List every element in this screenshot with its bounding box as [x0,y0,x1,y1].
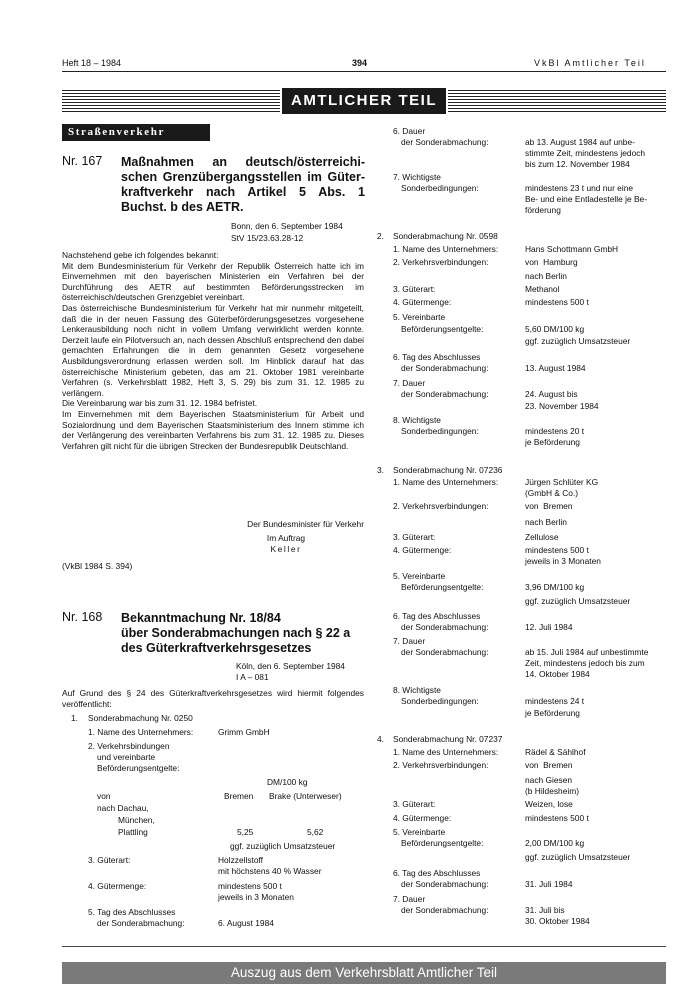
field-value: nach Berlin [525,271,567,281]
field-value: mindestens 23 t und nur eine [525,183,634,193]
field-label: 6. Dauer [393,126,426,136]
field-label: 4. Gütermenge: [393,813,452,823]
field-label: Beförderungsentgelte: [401,582,484,592]
field-label: 8. Wichtigste [393,685,441,695]
field-value: ab 13. August 1984 auf unbe- [525,137,635,147]
field-label: und vereinbarte [97,752,156,762]
field-label: der Sonderabmachung: [401,905,489,915]
field-value: ggf. zuzüglich Umsatzsteuer [525,336,631,346]
field-label: 6. Tag des Abschlusses [393,352,481,362]
field-label: Sonderbedingungen: [401,183,479,193]
field-label: 3. Güterart: [393,532,436,542]
title-line: schen Grenzübergangsstellen im Güter- [121,170,365,184]
issue-label: Heft 18 – 1984 [62,58,122,68]
field-label: 5. Tag des Abschlusses [88,907,176,917]
banner-stripes-right [448,90,666,114]
field-value: 6. August 1984 [218,918,274,928]
item-heading: Sonderabmachung Nr. 07236 [393,465,503,475]
field-value: jeweils in 3 Monaten [525,556,601,566]
field-value: 14. Oktober 1984 [525,669,590,679]
item-number: 3. [377,465,384,475]
item-heading: Sonderabmachung Nr. 0598 [393,231,498,241]
field-value: Zeit, mindestens jedoch bis zum [525,658,645,668]
field-value: von Hamburg [525,257,578,267]
item-number: 2. [377,231,384,241]
tax-note: ggf. zuzüglich Umsatzsteuer [230,841,336,851]
field-value: stimmte Zeit, mindestens jedoch [525,148,646,158]
field-label: 7. Dauer [393,636,426,646]
paragraph: Im Einvernehmen mit dem Bayerischen Staatsministerium für Arbeit und Sozialordnung und dem Bayerischen Staatsministerium des Innern stimme ich der Verlängerung des vereinbarten Verfahrens bis zum 31. 12. 1985 zu. Dieses Verfahren gilt nicht für die übrigen Strecken der Bundesrepublik Deutschland. [62,408,364,451]
field-value: je Beförderung [525,437,580,447]
title-line: Maßnahmen an deutsch/österreichi- [121,155,365,169]
notice-date: Köln, den 6. September 1984 [236,661,345,671]
section-banner: AMTLICHER TEIL [282,88,446,114]
field-value: Hans Schottmann GmbH [525,244,619,254]
field-value: mindestens 500 t [218,881,282,891]
notice-intro: Auf Grund des § 24 des Güterkraftverkehrsgesetzes wird hiermit folgendes veröffentlicht: [62,688,364,709]
field-label: 4. Gütermenge: [393,297,452,307]
field-value: mindestens 24 t [525,696,585,706]
field-value: 24. August bis [525,389,578,399]
title-line: kraftverkehr nach Artikel 5 Abs. 1 [121,185,365,199]
notice-number: Nr. 168 [62,610,103,624]
field-value: Holzzellstoff [218,855,263,865]
field-label: Beförderungsentgelte: [97,763,180,773]
field-label: der Sonderabmachung: [401,363,489,373]
notice-reference: I A – 081 [236,672,269,682]
title-line: über Sonderabmachungen nach § 22 a [121,626,351,640]
item-number: 4. [377,734,384,744]
field-value: ab 15. Juli 1984 auf unbestimmte [525,647,649,657]
field-label: 1. Name des Unternehmers: [88,727,194,737]
notice-reference: StV 15/23.63.28-12 [231,233,304,243]
title-line: Buchst. b des AETR. [121,200,244,214]
journal-title: VkBl Amtlicher Teil [534,58,646,68]
field-value: (b Hildesheim) [525,786,579,796]
field-label: Beförderungsentgelte: [401,324,484,334]
field-label: 8. Wichtigste [393,415,441,425]
notice-number: Nr. 167 [62,154,103,168]
field-label: 4. Gütermenge: [393,545,452,555]
field-value: 12. Juli 1984 [525,622,573,632]
field-label: 2. Verkehrsverbindungen: [393,501,489,511]
field-value: 31. Juli bis [525,905,565,915]
notice-title [121,155,365,215]
field-value: mindestens 20 t [525,426,585,436]
field-value: 3,96 DM/100 kg [525,582,585,592]
field-label: der Sonderabmachung: [401,647,489,657]
field-label: Sonderbedingungen: [401,696,479,706]
field-value: 23. November 1984 [525,401,599,411]
field-value: je Beförderung [525,708,580,718]
field-label: 1. Name des Unternehmers: [393,477,499,487]
banner-stripes-left [62,90,280,114]
field-label: Beförderungsentgelte: [401,838,484,848]
field-value: jeweils in 3 Monaten [218,892,294,902]
field-value: Jürgen Schlüter KG [525,477,599,487]
field-value: Grimm GmbH [218,727,270,737]
field-label: 2. Verkehrsbindungen [88,741,170,751]
field-label: der Sonderabmachung: [401,389,489,399]
field-value: Methanol [525,284,560,294]
field-label: 7. Dauer [393,378,426,388]
field-label: der Sonderabmachung: [97,918,185,928]
notice-body [62,250,364,451]
title-line: Bekanntmachung Nr. 18/84 [121,611,281,625]
field-label: 3. Güterart: [393,799,436,809]
field-value: bis zum 12. November 1984 [525,159,630,169]
field-label: 6. Tag des Abschlusses [393,611,481,621]
field-label: 4. Gütermenge: [88,881,147,891]
section-label: Straßenverkehr [62,124,210,141]
signature-on-behalf: Im Auftrag [266,533,306,543]
page-number: 394 [352,58,368,68]
field-value: 30. Oktober 1984 [525,916,590,926]
paragraph: Mit dem Bundesministerium für Verkehr der Republik Österreich hatte ich im Einvernehmen mit den bayerischen Ministerien ein Verfahren bei der Durchführung des AETR auf bestimmten Beförderungsstrecken im österreichisch/deutschen Grenzgebiet vereinbart. [62,260,364,303]
footer-rule [62,946,666,947]
field-value: 5,60 DM/100 kg [525,324,585,334]
source-reference: (VkBl 1984 S. 394) [62,561,133,571]
route-destination: Plattling [118,827,148,837]
field-label: der Sonderabmachung: [401,137,489,147]
field-label: der Sonderabmachung: [401,879,489,889]
title-line: des Güterkraftverkehrsgesetzes [121,641,312,655]
footer-banner: Auszug aus dem Verkehrsblatt Amtlicher Teil [62,962,666,984]
field-value: nach Giesen [525,775,573,785]
paragraph: Das österreichische Bundesministerium für Verkehr hat mir nunmehr mitgeteilt, daß die in der neuen Fassung des Güterbeförderungsgesetzes vorgesehene Lenkerausbildung noch nicht in vollem Umfang verwirklicht werden konnte. Derzeit laufe ein Pilotversuch an, nach dessen Abschluß entsprechend den dabei gemachten Erfahrungen die in dem genannten Gesetz vorgesehene Ausbildungsverordnung erlassen werden soll. Im Hinblick darauf hat das österreichische Ministerium gebeten, das am 21. Oktober 1981 vereinbarte Verfahren (s. Verkehrsblatt 1982, Heft 3, S. 29) bis zum 31. 12. 1985 zu verlängern. [62,302,364,398]
field-value: mindestens 500 t [525,545,589,555]
field-value: mindestens 500 t [525,813,589,823]
field-value: von Bremen [525,760,573,770]
item-number: 1. [71,713,78,723]
signature-block [212,519,364,530]
field-label: 1. Name des Unternehmers: [393,244,499,254]
field-label: 5. Vereinbarte [393,312,446,322]
field-label: 2. Verkehrsverbindungen: [393,257,489,267]
field-value: Be- und eine Entladestelle je Be- [525,194,647,204]
field-value: förderung [525,205,561,215]
field-label: 2. Verkehrsverbindungen: [393,760,489,770]
notice-date: Bonn, den 6. September 1984 [231,221,343,231]
field-label: 7. Dauer [393,894,426,904]
field-value: ggf. zuzüglich Umsatzsteuer [525,596,631,606]
signature-authority: Der Bundesminister für Verkehr [247,519,364,529]
price-value: 5,62 [307,827,324,837]
field-value: 31. Juli 1984 [525,879,573,889]
field-value: Zellulose [525,532,559,542]
field-label: 5. Vereinbarte [393,827,446,837]
route-origin-1: Bremen [224,791,254,801]
price-value: 5,25 [237,827,254,837]
field-label: 3. Güterart: [393,284,436,294]
paragraph: Die Vereinbarung war bis zum 31. 12. 1984 befristet. [62,398,258,409]
field-value: Weizen, lose [525,799,573,809]
route-origin-2: Brake (Unterweser) [269,791,342,801]
field-label: 6. Tag des Abschlusses [393,868,481,878]
field-value: von Bremen [525,501,573,511]
signature-name: Keller [270,543,302,554]
field-value: ggf. zuzüglich Umsatzsteuer [525,852,631,862]
route-destination: München, [118,815,155,825]
item-heading: Sonderabmachung Nr. 0250 [88,713,193,723]
field-label: 5. Vereinbarte [393,571,446,581]
field-value: Rädel & Sählhof [525,747,586,757]
field-value: mindestens 500 t [525,297,589,307]
route-from-label: von [97,791,111,801]
route-destination: nach Dachau, [97,803,149,813]
field-label: 1. Name des Unternehmers: [393,747,499,757]
price-unit: DM/100 kg [267,777,308,787]
field-label: 7. Wichtigste [393,172,441,182]
paragraph: Nachstehend gebe ich folgendes bekannt: [62,250,219,260]
signature-block-2 [256,533,316,554]
header-rule [62,71,666,72]
field-value: mit höchstens 40 % Wasser [218,866,322,876]
field-label: Sonderbedingungen: [401,426,479,436]
field-value: 13. August 1984 [525,363,586,373]
notice-title [121,611,365,656]
field-label: der Sonderabmachung: [401,622,489,632]
field-value: (GmbH & Co.) [525,488,579,498]
field-value: nach Berlin [525,517,567,527]
field-label: 3. Güterart: [88,855,131,865]
field-value: 2,00 DM/100 kg [525,838,585,848]
item-heading: Sonderabmachung Nr. 07237 [393,734,503,744]
